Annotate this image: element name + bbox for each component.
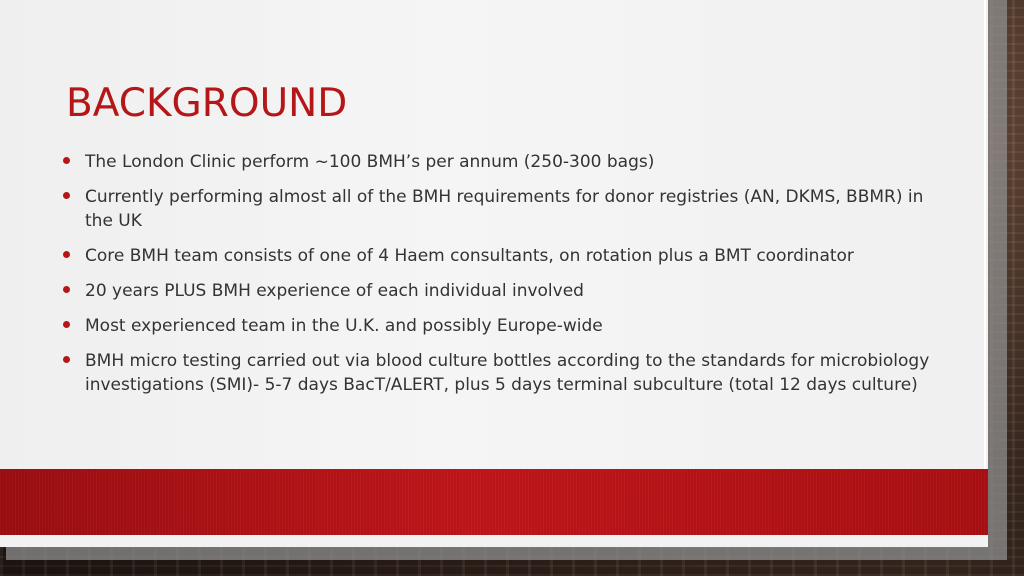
bullet-text: BMH micro testing carried out via blood culture bottles according to the standards for microbiology investigations (SMI)- 5-7 days BacT/ALERT, plus 5 days terminal subculture (total 12 days culture) (85, 351, 930, 395)
bullet-dot-icon (63, 356, 70, 363)
slide-title: BACKGROUND (66, 81, 348, 126)
bullet-dot-icon (63, 251, 70, 258)
bullet-item (63, 150, 938, 174)
bullet-dot-icon (63, 192, 70, 199)
bullet-text: The London Clinic perform ~100 BMH’s per annum (250-300 bags) (85, 152, 655, 172)
bullet-item (63, 349, 938, 397)
bullet-dot-icon (63, 286, 70, 293)
bullet-text: Core BMH team consists of one of 4 Haem consultants, on rotation plus a BMT coordinator (85, 246, 854, 266)
slide-bottom-strip (0, 535, 988, 547)
bullet-list (63, 150, 938, 408)
bullet-text: 20 years PLUS BMH experience of each individual involved (85, 281, 584, 301)
bullet-dot-icon (63, 321, 70, 328)
bullet-dot-icon (63, 157, 70, 164)
bullet-text: Most experienced team in the U.K. and possibly Europe-wide (85, 316, 603, 336)
bullet-item (63, 279, 938, 303)
bullet-text: Currently performing almost all of the BMH requirements for donor registries (AN, DKMS, BBMR) in the UK (85, 187, 924, 231)
bullet-item (63, 314, 938, 338)
red-footer-band (0, 469, 988, 535)
bullet-item (63, 244, 938, 268)
bullet-item (63, 185, 938, 233)
